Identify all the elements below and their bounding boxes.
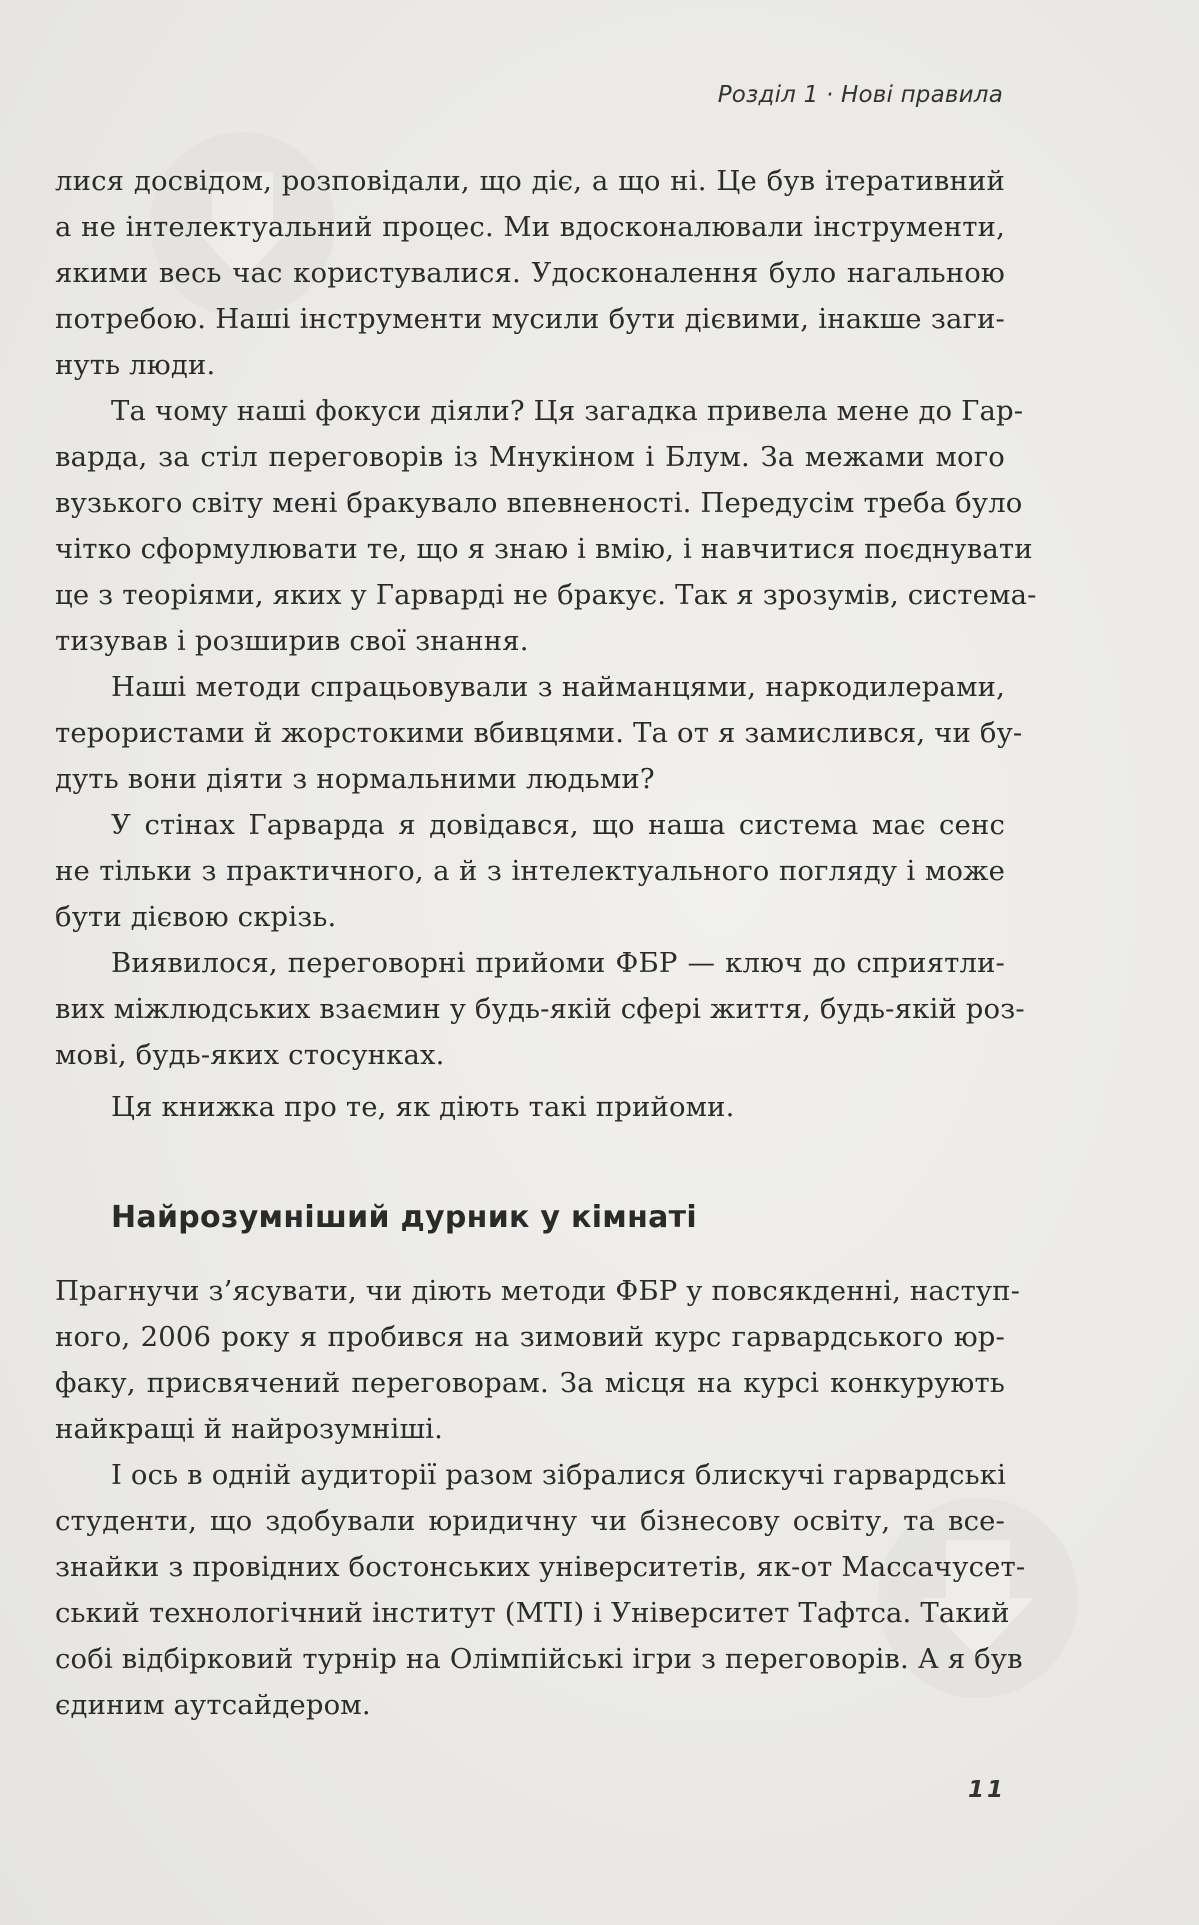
text-line: мові, будь-яких стосунках.	[55, 1039, 445, 1071]
section-heading: Найрозумніший дурник у кімнаті	[111, 1200, 697, 1235]
text-line: єдиним аутсайдером.	[55, 1689, 371, 1721]
text-line: лися досвідом, розповідали, що діє, а що ні. Це був ітеративний	[55, 165, 1005, 197]
text-line: У стінах Гарварда я довідався, що наша система має сенс	[111, 809, 1005, 841]
text-line: Та чому наші фокуси діяли? Ця загадка привела мене до Гар-	[111, 395, 1024, 427]
text-line: Наші методи спрацьовували з найманцями, наркодилерами,	[111, 671, 1005, 703]
text-line: нуть люди.	[55, 349, 216, 381]
page-number: 11	[967, 1777, 1006, 1803]
text-line: а не інтелектуальний процес. Ми вдосконалювали інструменти,	[55, 211, 1005, 243]
text-line: якими весь час користувалися. Удосконалення було нагальною	[55, 257, 1005, 289]
text-line: факу, присвячений переговорам. За місця на курсі конкурують	[55, 1367, 1005, 1399]
text-line: собі відбірковий турнір на Олімпійські ігри з переговорів. А я був	[55, 1643, 1023, 1675]
running-head: Розділ 1 · Нові правила	[717, 82, 1003, 108]
text-line: дуть вони діяти з нормальними людьми?	[55, 763, 655, 795]
text-line: не тільки з практичного, а й з інтелектуального погляду і може	[55, 855, 1005, 887]
text-line: це з теоріями, яких у Гарварді не бракує. Так я зрозумів, система-	[55, 579, 1037, 611]
text-line: вузького світу мені бракувало впевненості. Передусім треба було	[55, 487, 1023, 519]
text-line: потребою. Наші інструменти мусили бути дієвими, інакше заги-	[55, 303, 1005, 335]
text-line: ський технологічний інститут (MTI) і Університет Тафтса. Такий	[55, 1597, 1010, 1629]
text-line: варда, за стіл переговорів із Мнукіном і Блум. За межами мого	[55, 441, 1005, 473]
text-line: Ця книжка про те, як діють такі прийоми.	[111, 1091, 735, 1123]
text-line: студенти, що здобували юридичну чи бізнесову освіту, та все-	[55, 1505, 1005, 1537]
text-line: знайки з провідних бостонських університетів, як-от Массачусет-	[55, 1551, 1026, 1583]
text-line: тизував і розширив свої знання.	[55, 625, 529, 657]
text-line: найкращі й найрозумніші.	[55, 1413, 444, 1445]
text-line: чітко сформулювати те, що я знаю і вмію, і навчитися поєднувати	[55, 533, 1033, 565]
text-line: Виявилося, переговорні прийоми ФБР — ключ до сприятли-	[111, 947, 1005, 979]
text-line: ного, 2006 року я пробився на зимовий курс гарвардського юр-	[55, 1321, 1005, 1353]
text-line: вих міжлюдських взаємин у будь-якій сфері життя, будь-якій роз-	[55, 993, 1025, 1025]
text-line: терористами й жорстокими вбивцями. Та от я замислився, чи бу-	[55, 717, 1023, 749]
text-line: Прагнучи з’ясувати, чи діють методи ФБР у повсякденні, наступ-	[55, 1275, 1021, 1307]
text-line: бути дієвою скрізь.	[55, 901, 337, 933]
text-line: І ось в одній аудиторії разом зібралися блискучі гарвардські	[111, 1459, 1007, 1491]
